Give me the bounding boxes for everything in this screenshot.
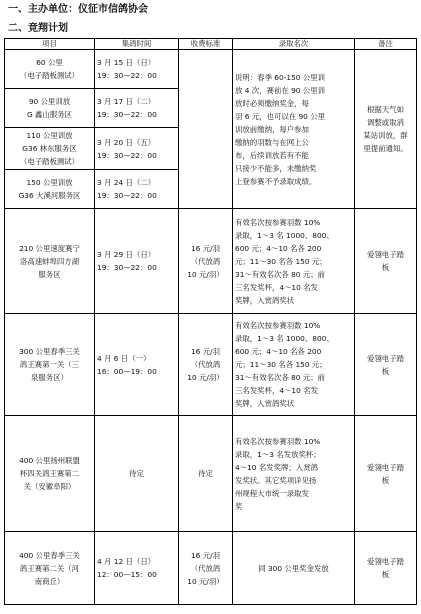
item-line: （电子踏板测试） [19,157,80,166]
organizer-heading: 一、主办单位：仪征市信鸽协会 [8,4,148,15]
item-line: G 鑫山服务区 [26,110,73,119]
item-cell [5,532,95,605]
rank-line: 上登参赛不予录取成绩。 [235,176,317,186]
item-cell [5,89,95,128]
note-line: 里提前通知。 [363,144,408,153]
rank-line: 有效名次按参赛羽数 10% [235,436,321,446]
time-line: 3 月 20 日（五） [97,137,156,147]
column-header-note: 备注 [355,39,417,50]
time-line: 4 月 6 日（一） [97,353,151,363]
item-line: 关（安徽阜阳） [23,482,76,491]
note-line: 根据天气如 [367,105,404,114]
rank-line: 600 元；4～10 名各 200 [235,243,322,253]
fee-cell [179,416,233,532]
column-header-time: 集鸽时间 [95,39,179,50]
note-line: 板 [381,570,390,579]
item-line: 150 公里训放 [26,178,73,187]
rank-line: 31～有效名次各 80 元；前 [235,269,326,279]
plan-heading: 二、竞翔计划 [8,23,68,34]
item-line: 400 公里春季三关 [19,550,80,560]
fee-line: 10 元/羽） [187,576,224,586]
rank-line: 三名发奖杯，4～10 名发 [235,386,318,395]
rank-line: 缴纳的羽数与在网上公 [235,137,309,147]
rank-line: 录取，1～3 名 1000、800、 [235,230,334,240]
note-line: 调整或取消 [367,118,404,127]
rank-line: 州规程大市统一录取发 [235,488,309,498]
rank-line: 同 300 公里奖金发放 [258,563,329,573]
fee-cell [179,209,233,314]
time-line: 3 月 29 日（日） [97,250,156,259]
fee-line: （代放鸽 [190,256,221,266]
time-cell [95,170,179,209]
rank-line: 布，后续训放若有不能 [235,150,309,160]
table-row [5,532,417,605]
note-cell [355,532,417,605]
time-cell [95,89,179,128]
fee-cell [179,314,233,416]
rank-line: 放时必须缴纳奖金，每 [235,98,309,108]
item-line: 90 公里训放 [28,97,71,106]
item-line: 110 公里训放 [26,131,73,140]
item-cell [5,50,95,89]
fee-line: 16 元/羽 [190,243,221,253]
rank-line: 录取，1～3 名 1000、800、 [235,334,334,343]
fee-cell-empty [179,50,233,209]
rank-line: 三名发奖杯，4～10 名发 [235,282,318,292]
time-line: 19：30—22：00 [97,71,157,80]
column-header-rank: 录取名次 [233,39,355,50]
rank-cell [233,532,355,605]
fee-line: 10 元/羽） [187,373,224,382]
fee-cell [179,532,233,605]
item-line: 210 公里速度赛宁 [19,243,80,253]
rank-line: 只接少不能多，未缴纳奖 [235,163,317,173]
rank-cell [233,314,355,416]
column-header-item: 项目 [5,39,95,50]
fee-line: 10 元/羽） [187,269,224,279]
item-cell [5,209,95,314]
note-cell-shared [355,50,417,209]
item-line: 泉服务区） [31,373,68,382]
note-line: 板 [381,475,390,485]
note-cell [355,209,417,314]
item-line: 南商丘） [34,576,65,586]
item-line: 鸽王赛第一关（三 [19,360,80,369]
time-line: 4 月 12 日（日） [97,557,156,566]
table-row [5,314,417,416]
note-line: 爱翎电子踏 [367,250,404,259]
item-line: 杯四关鸽王赛第二 [19,469,80,478]
fee-line: 16 元/羽 [190,550,221,560]
time-line: 12：00—15：00 [97,570,157,579]
item-line: （电子踏板测试） [19,71,80,80]
fee-line: 16 元/羽 [190,347,221,356]
table-row [5,50,417,89]
schedule-table [4,38,417,605]
time-line: 3 月 15 日（日） [97,58,156,67]
time-line: 3 月 24 日（二） [97,178,156,187]
rank-line: 说明：春季 60-150 公里训 [235,72,326,82]
table-row [5,416,417,532]
rank-line: 31～有效名次各 80 元；前 [235,373,326,382]
rank-line: 600 元；4～10 名各 200 [235,347,322,356]
rank-cell [233,209,355,314]
item-cell [5,416,95,532]
item-line: 服务区 [38,269,61,279]
table-header-row [5,39,417,50]
time-line: 3 月 17 日（二） [97,97,156,106]
table-row [5,209,417,314]
time-line: 19：30—22：00 [97,110,157,119]
time-line: 19：30—22：00 [97,263,157,272]
time-cell [95,50,179,89]
item-cell [5,170,95,209]
note-cell [355,314,417,416]
time-cell [95,416,179,532]
fee-line: 待定 [198,469,213,478]
fee-line: （代放鸽 [190,360,221,369]
time-cell [95,314,179,416]
item-line: 洛高速蚌埠四方湖 [19,256,80,266]
rank-line: 奖 [235,501,243,511]
time-line: 19：30—22：00 [97,150,157,160]
item-line: 400 公里扬州联盟 [19,456,80,465]
item-line: G36 大溪河服务区 [18,191,81,200]
fee-line: （代放鸽 [190,563,221,573]
rank-line: 奖牌，入赏鸽奖状 [235,295,295,305]
note-line: 爱翎电子踏 [367,462,404,472]
note-line: 板 [381,366,390,376]
time-cell [95,128,179,170]
rank-line: 放 4 次，赛前在 90 公里训 [235,85,326,95]
item-cell [5,128,95,170]
item-line: G36 林东服务区 [22,144,77,153]
note-cell [355,416,417,532]
rank-line: 录取，1～3 名发放奖杯； [235,449,321,459]
item-line: 鸽王赛第二关（河 [19,563,80,573]
rank-line: 有效名次按参赛羽数 10% [235,217,321,227]
rank-cell [233,416,355,532]
time-line: 16：00—19：00 [97,366,157,376]
note-line: 某站训放，群 [363,131,408,140]
rank-line: 4～10 名发奖牌；入赏鸽 [235,462,318,472]
rank-line: 训放前缴纳，每户参加 [235,124,309,134]
rank-line: 元；11～30 名各 150 元； [235,256,327,266]
rank-cell-shared [233,50,355,209]
rank-line: 有效名次按参赛羽数 10% [235,321,321,330]
rank-line: 羽 6 元，也可以在 90 公里 [235,111,326,121]
rank-line: 元；11～30 名各 150 元； [235,360,327,369]
item-line: 300 公里春季三关 [19,347,80,356]
note-line: 板 [381,263,390,272]
rank-line: 发奖状。其它奖项详见扬 [235,475,317,485]
note-line: 爱翎电子踏 [367,353,404,363]
time-cell [95,209,179,314]
column-header-fee: 收费标准 [179,39,233,50]
item-line: 60 公里 [36,58,63,67]
item-cell [5,314,95,416]
time-cell [95,532,179,605]
time-line: 待定 [129,469,144,478]
rank-line: 奖牌，入赏鸽奖状 [235,399,295,408]
time-line: 19：30—22：00 [97,191,157,200]
note-line: 爱翎电子踏 [367,557,404,566]
